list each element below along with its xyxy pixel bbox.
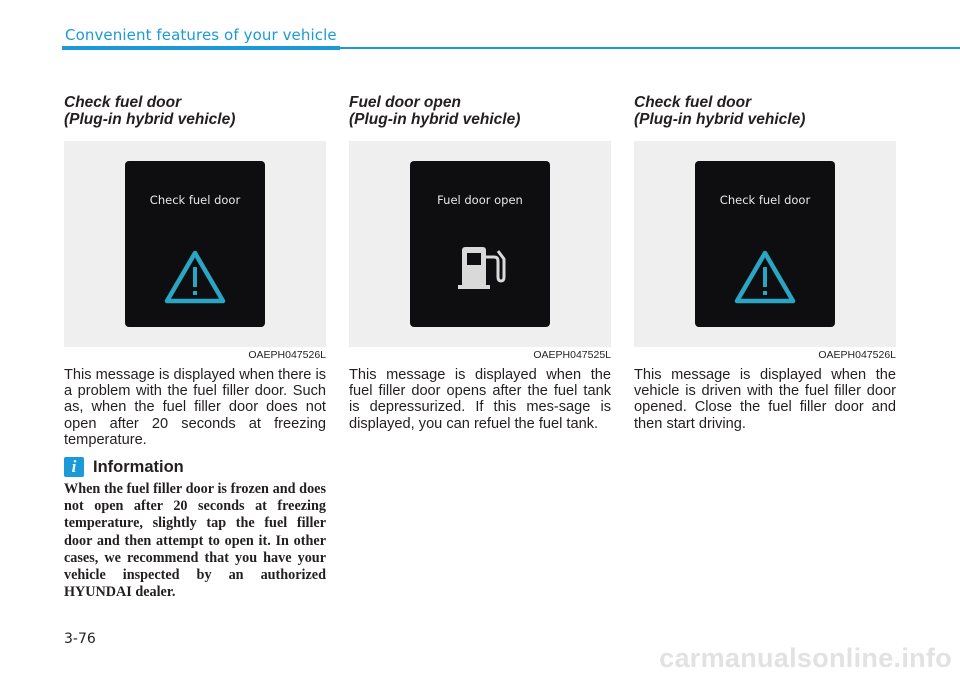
description: This message is displayed when there is a problem with the fuel filler door. Such as, when the fuel filler door does not open after 20 seconds at freezing temperature. <box>64 367 327 448</box>
section-title: Convenient features of your vehicle <box>65 26 337 44</box>
cluster-figure <box>634 141 896 347</box>
heading-line1: Check fuel door <box>64 94 182 111</box>
information-body: When the fuel filler door is frozen and does not open after 20 seconds at freezing temperature, slightly tap the fuel filler door and then attempt to open it. In other cases, we recommend that you have your vehicle inspected by an authorized HYUNDAI dealer. <box>64 481 326 601</box>
figure-code: OAEPH047526L <box>248 349 326 361</box>
header-rule <box>62 46 340 50</box>
description: This message is displayed when the fuel filler door opens after the fuel tank is depressurized. If this mes-sage is displayed, you can refuel the fuel tank. <box>349 367 611 432</box>
info-icon: i <box>64 457 84 477</box>
heading-line1: Check fuel door <box>634 94 752 111</box>
information-heading <box>64 457 184 477</box>
information-title: Information <box>93 457 184 476</box>
figure-code: OAEPH047526L <box>818 349 896 361</box>
watermark: carmanualsonline.info <box>659 643 952 673</box>
warning-triangle-icon <box>125 161 265 327</box>
page-number: 3-76 <box>64 631 96 647</box>
cluster-display <box>410 161 550 327</box>
warning-triangle-icon <box>695 161 835 327</box>
display-message: Check fuel door <box>719 193 811 207</box>
header-rule-thin <box>340 47 960 49</box>
column-heading <box>349 94 611 128</box>
display-message: Check fuel door <box>149 193 241 207</box>
display-message: Fuel door open <box>437 193 523 207</box>
heading-line1: Fuel door open <box>349 94 461 111</box>
description: This message is displayed when the vehicle is driven with the fuel filler door opened. Close the fuel filler door and then start driving. <box>634 367 896 432</box>
figure-code: OAEPH047525L <box>533 349 611 361</box>
cluster-display <box>125 161 265 327</box>
heading-line2: (Plug-in hybrid vehicle) <box>64 111 236 128</box>
cluster-figure <box>349 141 611 347</box>
heading-line2: (Plug-in hybrid vehicle) <box>634 111 806 128</box>
cluster-display <box>695 161 835 327</box>
column-heading <box>634 94 896 128</box>
fuel-pump-icon <box>410 161 550 327</box>
cluster-figure <box>64 141 326 347</box>
column-heading <box>64 94 326 128</box>
column-check-fuel-door <box>64 94 326 448</box>
column-check-fuel-door-driving <box>634 94 896 432</box>
column-fuel-door-open <box>349 94 611 432</box>
heading-line2: (Plug-in hybrid vehicle) <box>349 111 521 128</box>
